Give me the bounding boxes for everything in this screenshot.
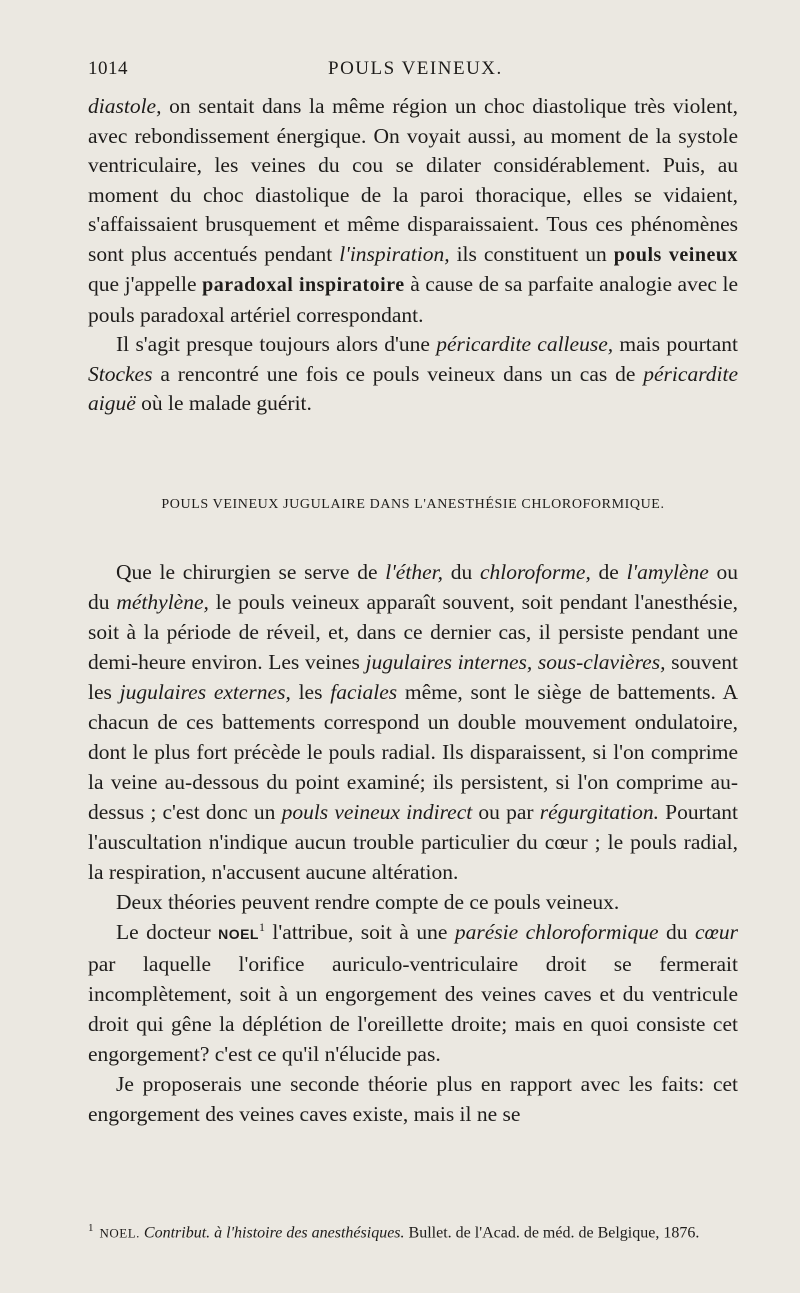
paragraph-6: Je proposerais une seconde théorie plus en rapport avec les faits: cet engorgement des veines caves existe, mais il ne se [88, 1072, 738, 1126]
italic-term: parésie chloroformique [454, 920, 659, 944]
text-run: a rencontré une fois ce pouls veineux dans un cas de [152, 361, 644, 386]
italic-term: pouls veineux indirect [281, 800, 473, 824]
text-run: souvent les [88, 650, 738, 704]
text-run: du [658, 920, 695, 944]
footnote-author: NOEL. [99, 1225, 140, 1241]
paragraph-2 [88, 330, 738, 419]
footnote-title: Contribut. à l'histoire des anesthésiques. [139, 1224, 405, 1242]
italic-term: chloroforme, [479, 560, 591, 584]
footnote-mark: 1 [88, 1222, 94, 1234]
text-run: où le malade guérit. [135, 391, 312, 415]
body-text-top [88, 92, 738, 419]
text-run: Pourtant l'auscultation n'indique aucun trouble particulier du cœur ; le pouls radial, la respiration, n'accusent aucune altération. [88, 800, 738, 884]
text-run: ils constituent un [449, 241, 614, 266]
page-header [88, 58, 738, 88]
bold-term: paradoxal inspiratoire [202, 274, 405, 296]
italic-term: diastole, [88, 94, 162, 118]
paragraph-4: Deux théories peuvent rendre compte de ce pouls veineux. [116, 890, 620, 914]
paragraph-1 [88, 92, 738, 330]
body-text-bottom [88, 557, 738, 1129]
italic-term: jugulaires externes, [119, 680, 291, 704]
text-run: de [590, 560, 627, 584]
text-run: on sentait dans la même région un choc diastolique très violent, avec rebondissement énergique. On voyait aussi, au moment de la systole ventriculaire, les veines du cou se dilater considérablement. Puis, au moment du choc diastolique de la paroi thoracique, elles se vidaient, s'affaissaient brusquement et même disparaissaient. Tous ces phénomènes sont plus accentués pendant [88, 94, 738, 266]
footnote-ref: 1 [258, 919, 265, 934]
italic-term: l'éther, [385, 560, 443, 584]
italic-term: péricardite calleuse, [436, 332, 614, 356]
text-run: du [442, 560, 480, 584]
text-run: mais pourtant [613, 332, 738, 356]
text-run: par laquelle l'orifice auriculo-ventriculaire droit se fermerait incomplètement, soit à un engorgement des veines caves et du ventricule droit qui gêne la déplétion de l'oreillette droite; mais en quoi consiste cet engorgement? c'est ce qu'il n'élucide pas. [88, 952, 738, 1066]
text-run: Que le chirurgien se serve de [116, 560, 386, 584]
footnote [88, 1218, 738, 1243]
text-run: que j'appelle [88, 272, 203, 296]
text-run: les [290, 680, 331, 704]
text-run: Le docteur [116, 920, 219, 944]
italic-term: l'amylène [626, 560, 709, 584]
text-run: ou par [472, 800, 540, 824]
italic-term: cœur [695, 920, 738, 944]
italic-term: méthylène, [116, 590, 209, 614]
text-run: ou du [88, 560, 739, 614]
italic-term: régurgitation. [539, 800, 659, 824]
italic-term: jugulaires internes, sous-clavières, [365, 650, 666, 674]
bold-term: pouls veineux [613, 243, 738, 266]
page-number: 1014 [88, 58, 128, 79]
text-run: l'attribue, soit à une [264, 920, 455, 944]
running-title: POULS VEINEUX. [328, 58, 503, 79]
text-run: Il s'agit presque toujours alors d'une [116, 332, 437, 356]
italic-term: péricardite aiguë [88, 361, 738, 415]
text-run: à cause de sa parfaite analogie avec le pouls paradoxal artériel correspondant. [88, 272, 739, 327]
italic-term: Stockes [88, 361, 153, 386]
paragraph-3 [88, 557, 738, 887]
text-run: le pouls veineux apparaît souvent, soit pendant l'anesthésie, soit à la période de réveil, et, dans ce dernier cas, il persiste pendant une demi-heure environ. Les veines [88, 590, 739, 674]
text-run: même, sont le siège de battements. A chacun de ces battements correspond un double mouvement ondulatoire, dont le plus fort précède le pouls radial. Ils disparaissent, si l'on comprime la veine au-dessous du point examiné; ils persistent, si l'on comprime au-dessus ; c'est donc un [88, 680, 739, 824]
italic-term: l'inspiration, [339, 241, 450, 266]
italic-term: faciales [330, 680, 398, 704]
author-name: NOEL [218, 926, 259, 942]
footnote-citation: Bullet. de l'Acad. de méd. de Belgique, 1876. [404, 1224, 700, 1242]
section-heading: POULS VEINEUX JUGULAIRE DANS L'ANESTHÉSIE CHLOROFORMIQUE. [161, 497, 665, 512]
paragraph-5 [88, 917, 738, 1069]
